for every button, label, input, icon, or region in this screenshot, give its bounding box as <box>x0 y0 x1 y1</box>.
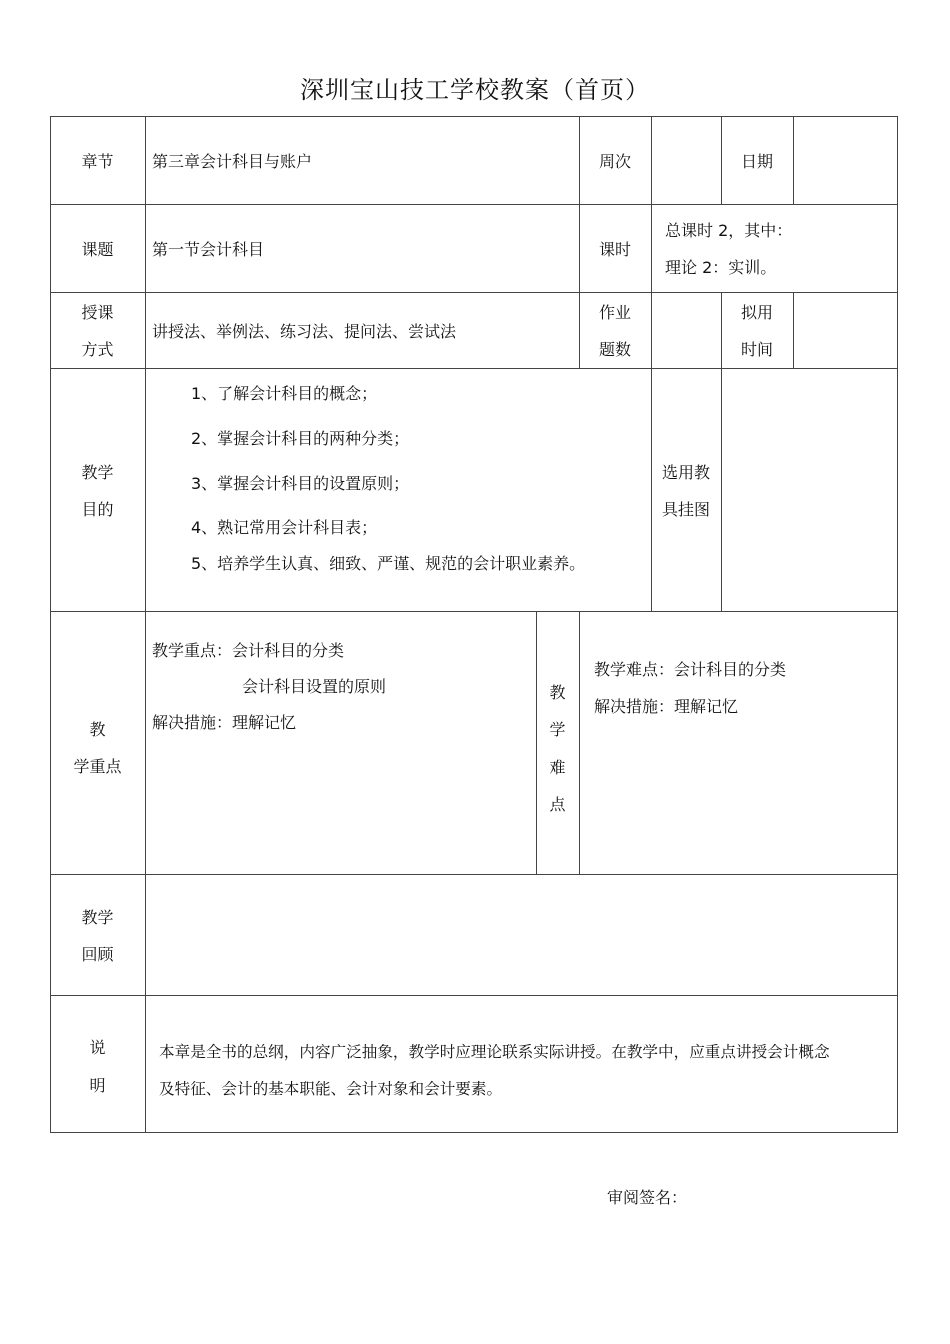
keypoints-label-line1: 教 <box>89 720 106 739</box>
signature-label: 审阅签名： <box>607 1188 688 1207</box>
hours-label: 课时 <box>598 240 631 259</box>
difficulty-label-char: 教 <box>549 683 566 702</box>
objective-item: 2、掌握会计科目的两种分类； <box>191 429 410 448</box>
hours-split: 理论 2：实训。 <box>665 258 777 277</box>
notes-text-line1: 本章是全书的总纲，内容广泛抽象，教学时应理论联系实际讲授。在教学中，应重点讲授会计概念 <box>159 1043 830 1061</box>
notes-text-line2: 及特征、会计的基本职能、会计对象和会计要素。 <box>159 1080 503 1098</box>
review-label-line1: 教学 <box>81 908 114 927</box>
teaching-aids-label-line1: 选用教 <box>661 463 710 482</box>
chapter-label: 章节 <box>81 152 114 171</box>
week-label: 周次 <box>598 152 631 171</box>
difficulty-line: 教学难点：会计科目的分类 <box>594 660 787 679</box>
difficulty-label-char: 点 <box>549 795 566 814</box>
difficulty-label-char: 难 <box>549 758 566 777</box>
objectives-label-line2: 目的 <box>81 500 114 519</box>
solution-line: 解决措施：理解记忆 <box>152 713 297 732</box>
keypoint-line: 会计科目设置的原则 <box>242 677 387 696</box>
method-value: 讲授法、举例法、练习法、提问法、尝试法 <box>152 322 457 341</box>
topic-value: 第一节会计科目 <box>152 240 265 259</box>
objective-item: 1、了解会计科目的概念； <box>191 384 378 403</box>
chapter-value: 第三章会计科目与账户 <box>152 152 313 171</box>
objective-item: 3、掌握会计科目的设置原则； <box>191 474 410 493</box>
objective-item: 5、培养学生认真、细致、严谨、规范的会计职业素养。 <box>191 554 586 573</box>
keypoints-label-line2: 学重点 <box>73 757 122 776</box>
objective-item: 4、熟记常用会计科目表； <box>191 518 378 537</box>
method-label-line2: 方式 <box>81 340 114 359</box>
hours-total: 总课时 2，其中： <box>665 221 793 240</box>
review-label-line2: 回顾 <box>81 945 114 964</box>
difficulty-solution-line: 解决措施：理解记忆 <box>594 697 739 716</box>
notes-label-line2: 明 <box>89 1076 106 1095</box>
document-title: 深圳宝山技工学校教案（首页） <box>300 76 650 104</box>
plan-time-label-line1: 拟用 <box>740 303 773 322</box>
keypoint-line: 教学重点：会计科目的分类 <box>152 641 345 660</box>
objectives-label-line1: 教学 <box>81 463 114 482</box>
teaching-aids-label-line2: 具挂图 <box>661 500 710 519</box>
date-label: 日期 <box>740 152 773 171</box>
plan-time-label-line2: 时间 <box>740 340 773 359</box>
difficulty-label-char: 学 <box>549 720 566 739</box>
homework-label-line2: 题数 <box>598 340 631 359</box>
homework-label-line1: 作业 <box>598 303 631 322</box>
topic-label: 课题 <box>81 240 114 259</box>
notes-label-line1: 说 <box>89 1038 106 1057</box>
method-label-line1: 授课 <box>81 303 114 322</box>
